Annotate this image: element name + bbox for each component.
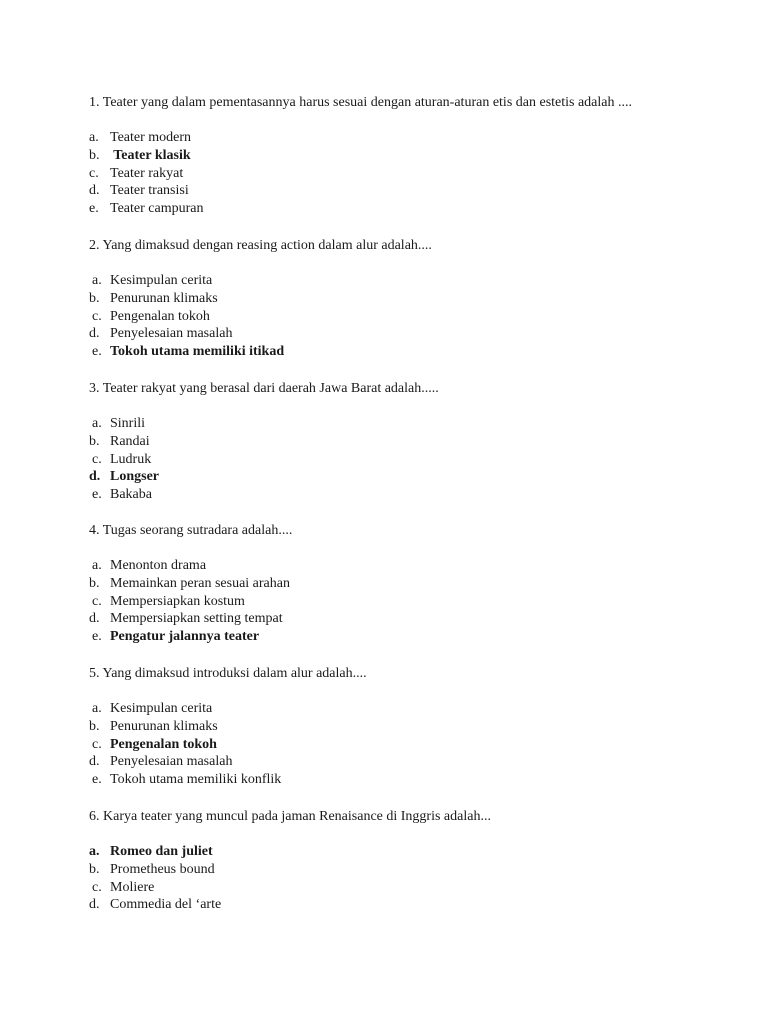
option-text: Memainkan peran sesuai arahan [110, 575, 290, 591]
option-letter: e. [89, 201, 99, 216]
option-2c [89, 308, 284, 326]
option-1b-answer [89, 147, 203, 165]
option-letter: e. [92, 487, 102, 502]
question-4-text: 4. Tugas seorang sutradara adalah.... [89, 523, 293, 538]
question-1-text: 1. Teater yang dalam pementasannya harus sesuai dengan aturan-aturan etis dan estetis adalah .... [89, 95, 632, 110]
option-2b [89, 290, 284, 308]
option-letter: c. [92, 308, 102, 324]
option-4c [89, 593, 290, 611]
option-text: Ludruk [110, 451, 152, 467]
option-4e-answer [89, 628, 290, 646]
option-letter: b. [89, 861, 100, 877]
option-text: Longser [110, 469, 159, 485]
option-4a [89, 557, 290, 575]
option-letter: c. [92, 451, 102, 467]
option-5a [89, 700, 281, 718]
option-1c [89, 165, 203, 183]
option-2e-answer [89, 343, 284, 361]
option-letter: b. [89, 433, 100, 449]
question-3-text: 3. Teater rakyat yang berasal dari daerah Jawa Barat adalah..... [89, 381, 439, 396]
option-text: Moliere [110, 879, 155, 895]
option-6a-answer [89, 843, 221, 861]
option-text: Penurunan klimaks [110, 290, 218, 306]
question-6-text: 6. Karya teater yang muncul pada jaman Renaisance di Inggris adalah... [89, 809, 491, 824]
option-text: Teater transisi [110, 183, 189, 199]
option-text: Menonton drama [110, 558, 207, 573]
question-2-text: 2. Yang dimaksud dengan reasing action dalam alur adalah.... [89, 238, 432, 253]
option-letter: c. [92, 879, 102, 895]
option-text: Tokoh utama memiliki konflik [110, 772, 282, 787]
option-letter: d. [89, 183, 100, 199]
option-text: Commedia del ‘arte [110, 897, 222, 913]
option-text: Tokoh utama memiliki itikad [110, 344, 285, 359]
option-letter: d. [89, 754, 100, 770]
option-4d [89, 610, 290, 628]
option-text: Kesimpulan cerita [110, 701, 213, 716]
option-1d [89, 182, 203, 200]
option-letter: d. [89, 611, 100, 627]
option-letter: a. [92, 273, 102, 288]
option-6d [89, 896, 221, 914]
option-5b [89, 718, 281, 736]
option-text: Bakaba [110, 487, 152, 502]
option-text: Penyelesaian masalah [110, 326, 233, 342]
option-5d [89, 753, 281, 771]
option-1a [89, 129, 203, 147]
option-letter: e. [92, 344, 102, 359]
option-text: Teater rakyat [110, 165, 184, 181]
option-letter: c. [89, 165, 99, 181]
option-letter: d. [89, 897, 100, 913]
option-letter: c. [92, 593, 102, 609]
option-letter: a. [92, 701, 102, 716]
option-letter: c. [92, 736, 102, 752]
option-letter: d. [89, 469, 101, 485]
option-letter: a. [89, 130, 99, 145]
option-3b [89, 433, 159, 451]
question-5-text: 5. Yang dimaksud introduksi dalam alur adalah.... [89, 666, 367, 681]
option-3c [89, 451, 159, 469]
option-text: Teater modern [110, 130, 192, 145]
option-4b [89, 575, 290, 593]
option-letter: b. [89, 147, 100, 163]
option-3a [89, 415, 159, 433]
question-2-options [89, 272, 284, 361]
option-5e [89, 771, 281, 789]
option-letter: b. [89, 718, 100, 734]
option-text: Pengenalan tokoh [110, 736, 217, 752]
option-2a [89, 272, 284, 290]
option-letter: e. [92, 629, 102, 644]
option-text: Penurunan klimaks [110, 718, 218, 734]
option-text: Randai [110, 433, 150, 449]
option-text: Mempersiapkan setting tempat [110, 611, 283, 627]
option-text: Teater klasik [110, 147, 191, 163]
question-3-options [89, 415, 159, 504]
option-letter: a. [89, 844, 100, 859]
question-5-options [89, 700, 281, 789]
option-letter: b. [89, 575, 100, 591]
question-6-options [89, 843, 221, 914]
option-6c [89, 879, 221, 897]
option-text: Teater campuran [110, 201, 204, 216]
option-letter: a. [92, 558, 102, 573]
question-1-options [89, 129, 203, 218]
option-letter: e. [92, 772, 102, 787]
question-4-options [89, 557, 290, 646]
option-1e [89, 200, 203, 218]
option-text: Mempersiapkan kostum [110, 593, 245, 609]
option-6b [89, 861, 221, 879]
option-text: Romeo dan juliet [110, 844, 213, 859]
option-letter: d. [89, 326, 100, 342]
option-text: Sinrili [110, 416, 146, 431]
option-text: Penyelesaian masalah [110, 754, 233, 770]
option-text: Kesimpulan cerita [110, 273, 213, 288]
option-letter: b. [89, 290, 100, 306]
option-text: Prometheus bound [110, 861, 215, 877]
option-3d-answer [89, 468, 159, 486]
option-3e [89, 486, 159, 504]
option-2d [89, 325, 284, 343]
option-5c-answer [89, 736, 281, 754]
option-text: Pengenalan tokoh [110, 308, 210, 324]
option-text: Pengatur jalannya teater [110, 629, 260, 644]
option-letter: a. [92, 416, 102, 431]
